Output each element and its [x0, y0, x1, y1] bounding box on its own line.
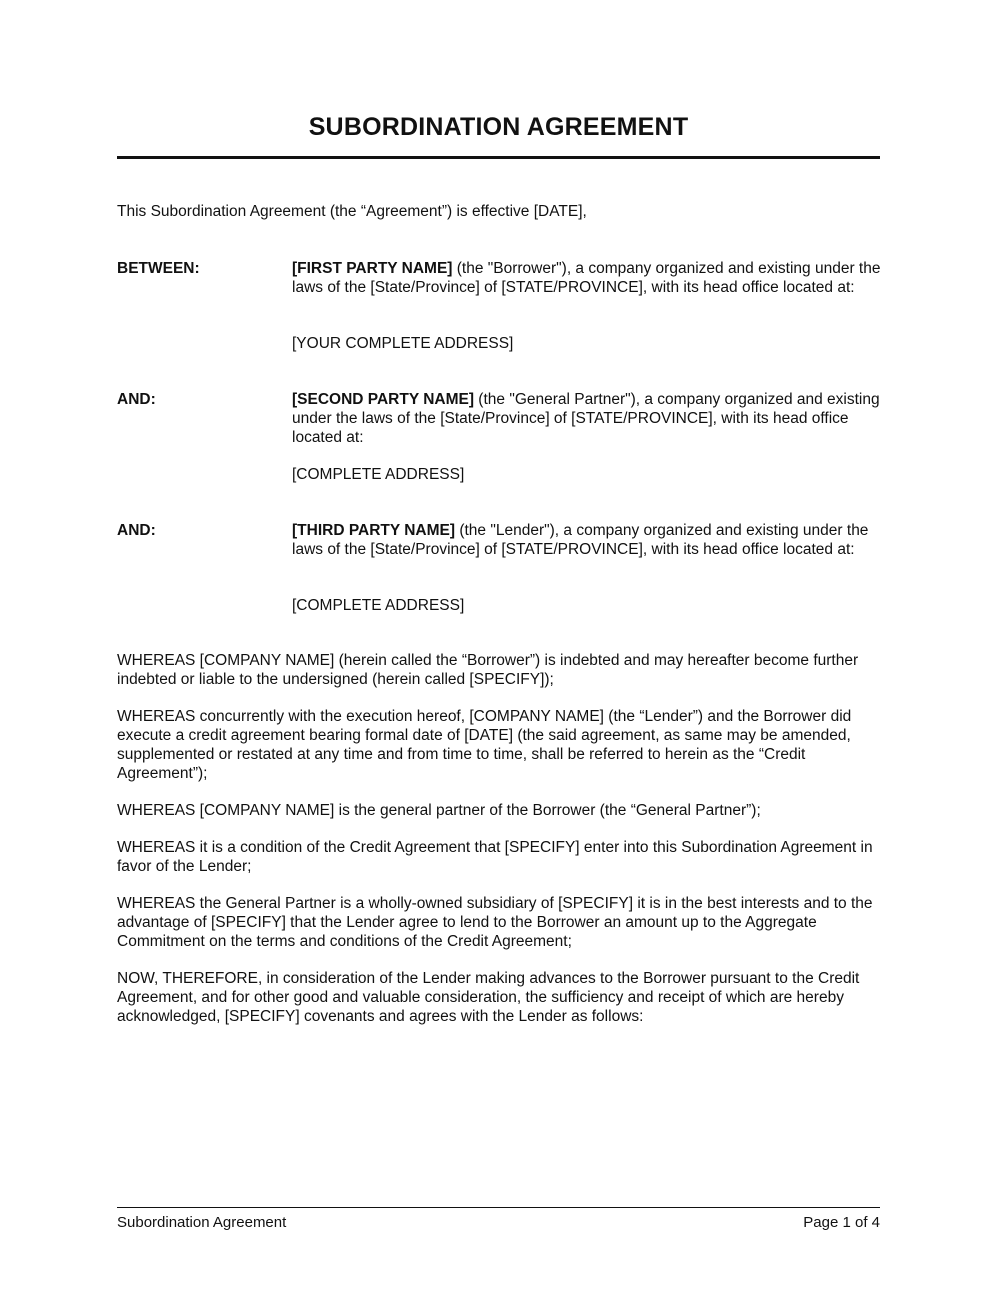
party-address: [COMPLETE ADDRESS]: [292, 597, 465, 614]
party-name: [SECOND PARTY NAME]: [292, 391, 474, 408]
recital-paragraph: WHEREAS concurrently with the execution hereof, [COMPANY NAME] (the “Lender”) and the Borrower did execute a credit agreement bearing formal date of [DATE] (the said agreement, as same may be amended, supplemented or restated at any time and from time to time, shall be referred to herein as the “Credit Agreement”);: [117, 708, 852, 782]
party-name: [FIRST PARTY NAME]: [292, 260, 453, 277]
footer-document-name: Subordination Agreement: [117, 1214, 287, 1231]
recital-paragraph: WHEREAS [COMPANY NAME] (herein called the “Borrower”) is indebted and may hereafter become further indebted or liable to the undersigned (herein called [SPECIFY]);: [117, 652, 859, 688]
party-description-text: (the "General Partner"), a company organized and existing under the laws of the [State/Province] of [STATE/PROVINCE], with its head office located at:: [292, 391, 880, 446]
footer-page-number: Page 1 of 4: [803, 1214, 880, 1231]
party-description: [292, 259, 887, 297]
document-title: SUBORDINATION AGREEMENT: [308, 113, 689, 141]
intro-paragraph: This Subordination Agreement (the “Agreement”) is effective [DATE],: [117, 203, 587, 220]
party-name: [THIRD PARTY NAME]: [292, 522, 456, 539]
party-address: [COMPLETE ADDRESS]: [292, 466, 465, 483]
party-label: AND:: [117, 522, 156, 539]
party-address: [YOUR COMPLETE ADDRESS]: [292, 335, 514, 352]
party-description: [292, 521, 887, 559]
recitals-section: [117, 651, 887, 1044]
party-label: BETWEEN:: [117, 260, 200, 277]
footer-divider: [117, 1207, 880, 1208]
recital-paragraph: WHEREAS it is a condition of the Credit Agreement that [SPECIFY] enter into this Subordination Agreement in favor of the Lender;: [117, 839, 873, 875]
party-description-text: (the "Borrower"), a company organized and existing under the laws of the [State/Province] of [STATE/PROVINCE], with its head office located at:: [292, 260, 881, 296]
operative-paragraph: NOW, THEREFORE, in consideration of the Lender making advances to the Borrower pursuant to the Credit Agreement, and for other good and valuable consideration, the sufficiency and receipt of which are hereby acknowledged, [SPECIFY] covenants and agrees with the Lender as follows:: [117, 970, 860, 1025]
party-description: [292, 390, 887, 447]
recital-paragraph: WHEREAS [COMPANY NAME] is the general partner of the Borrower (the “General Partner”);: [117, 802, 761, 819]
recital-paragraph: WHEREAS the General Partner is a wholly-owned subsidiary of [SPECIFY] it is in the best interests and to the advantage of [SPECIFY] that the Lender agree to lend to the Borrower an amount up to the Aggregate Commitment on the terms and conditions of the Credit Agreement;: [117, 895, 873, 950]
party-description-text: (the "Lender"), a company organized and existing under the laws of the [State/Province] of [STATE/PROVINCE], with its head office located at:: [292, 522, 869, 558]
party-label: AND:: [117, 391, 156, 408]
title-divider: [117, 156, 880, 159]
